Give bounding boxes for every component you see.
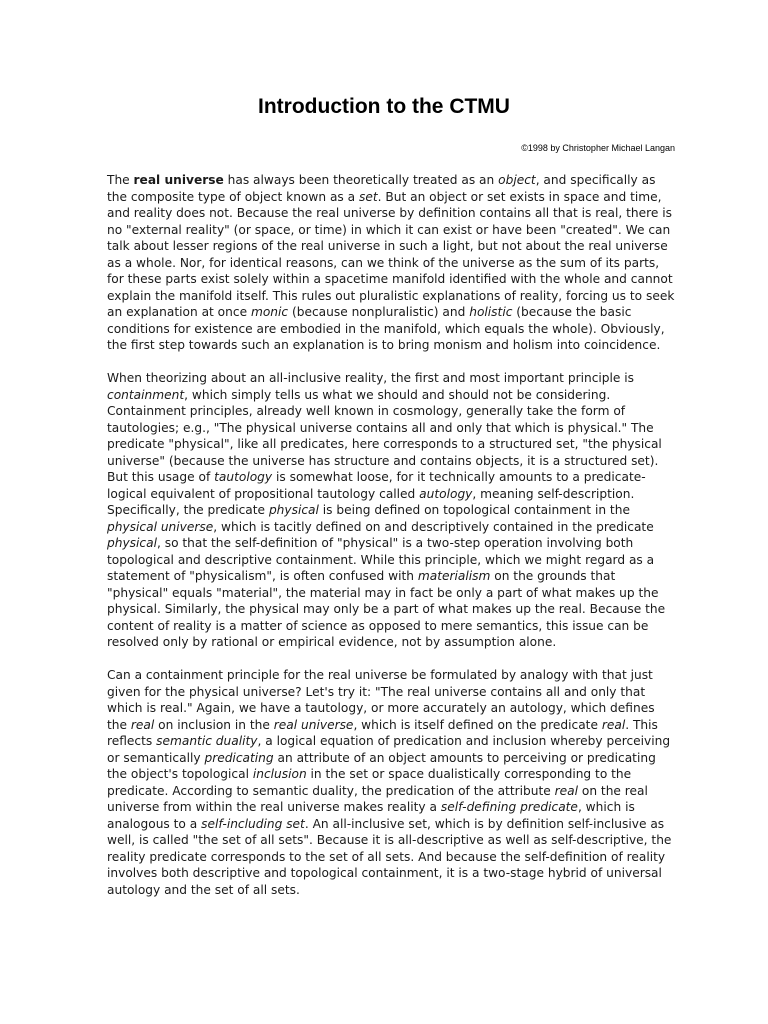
text-run: When theorizing about an all-inclusive reality, the first and most important principle is: [107, 371, 635, 385]
italic-text: inclusion: [252, 767, 307, 781]
paragraph-3: [107, 667, 675, 898]
article-body: [107, 172, 675, 915]
bold-text: real universe: [133, 173, 224, 187]
text-run: Can a containment principle for the real universe be formulated by analogy with that just given for the physical universe? Let's try it: "The real universe contains all and only that which is real." Again, we have a tautology, or more accurately an autology, which defines the: [107, 668, 655, 732]
text-run: in the set or space dualistically corresponding to the predicate. According to semantic duality, the predication of the attribute: [107, 767, 632, 798]
italic-text: autology: [419, 486, 473, 501]
italic-text: real: [554, 783, 578, 798]
text-run: an attribute of an object amounts to perceiving or predicating the object's topological: [107, 750, 656, 781]
text-run: , which is analogous to a: [107, 800, 635, 831]
paragraph-1: [107, 172, 675, 354]
italic-text: set: [358, 189, 378, 204]
italic-text: physical: [107, 536, 157, 550]
text-run: has always been theoretically treated as an: [223, 173, 499, 187]
text-run: (because nonpluralistic) and: [288, 305, 470, 319]
text-run: The: [107, 173, 134, 187]
italic-text: materialism: [417, 569, 491, 583]
paragraph-2: [107, 370, 675, 651]
italic-text: real: [130, 717, 155, 732]
italic-text: monic: [250, 305, 289, 319]
text-run: on the real universe from within the real universe makes reality a: [107, 783, 648, 814]
text-run: on inclusion in the: [154, 717, 274, 732]
text-run: , which is itself defined on the predicate: [353, 717, 602, 732]
text-run: . An all-inclusive set, which is by definition self-inclusive as well, is called "the set of all sets". Because it is all-descriptive as well as self-descriptive, the reality predicate corresponds to the set of all sets. And because the self-definition of reality involves both descriptive and topological containment, it is a two-stage hybrid of universal autology and the set of all sets.: [107, 816, 672, 897]
copyright-notice: ©1998 by Christopher Michael Langan: [521, 143, 675, 153]
italic-text: holistic: [469, 305, 513, 319]
text-run: , so that the self-definition of "physical" is a two-step operation involving both topological and descriptive containment. While this principle, which we might regard as a statement of "physicalism", is often confused with: [107, 536, 655, 583]
italic-text: self-defining predicate: [440, 800, 578, 814]
text-run: is somewhat loose, for it technically amounts to a predicate-logical equivalent of propositional tautology called: [107, 470, 646, 501]
italic-text: physical: [268, 503, 319, 517]
text-run: is being defined on topological containment in the: [318, 503, 630, 517]
text-run: , which is tacitly defined on and descriptively contained in the predicate: [213, 519, 654, 534]
text-run: , meaning self-description. Specifically, the predicate: [107, 486, 635, 517]
text-run: . This reflects: [107, 717, 658, 748]
italic-text: self-including set: [201, 816, 305, 831]
text-run: , which simply tells us what we should and should not be considering. Containment principles, already well known in cosmology, generally take the form of tautologies; e.g., "The physical universe contains all and only that which is physical." The predicate "physical", like all predicates, here corresponds to a structured set, "the physical universe" (because the universe has structure and contains objects, it is a structured set). But this usage of: [107, 387, 662, 484]
italic-text: semantic duality: [156, 734, 258, 748]
italic-text: real: [601, 717, 626, 732]
text-run: , a logical equation of predication and inclusion whereby perceiving or semantically: [107, 734, 671, 765]
italic-text: predicating: [204, 750, 274, 765]
italic-text: containment: [107, 387, 185, 402]
italic-text: real universe: [273, 717, 354, 732]
italic-text: tautology: [214, 470, 273, 484]
text-run: on the grounds that "physical" equals "material", the material may in fact be only a part of what makes up the physical. Similarly, the physical may only be a part of what makes up the real. Because the content of reality is a matter of science as opposed to mere semantics, this issue can be resolved only by rational or empirical evidence, not by assumption alone.: [107, 569, 666, 649]
italic-text: physical universe: [107, 519, 214, 534]
italic-text: object: [498, 173, 536, 187]
text-run: . But an object or set exists in space and time, and reality does not. Because the real universe by definition contains all that is real, there is no "external reality" (or space, or time) in which it can exist or have been "created". We can talk about lesser regions of the real universe in such a light, but not about the real universe as a whole. Nor, for identical reasons, can we think of the universe as the sum of its parts, for these parts exist solely within a spacetime manifold identified with the whole and cannot explain the manifold itself. This rules out pluralistic explanations of reality, forcing us to seek an explanation at once: [107, 189, 675, 319]
page-title: Introduction to the CTMU: [258, 95, 510, 118]
text-run: , and specifically as the composite type of object known as a: [107, 173, 656, 204]
text-run: (because the basic conditions for existence are embodied in the manifold, which equals the whole). Obviously, the first step towards such an explanation is to bring monism and holism into coincidence.: [107, 305, 665, 352]
